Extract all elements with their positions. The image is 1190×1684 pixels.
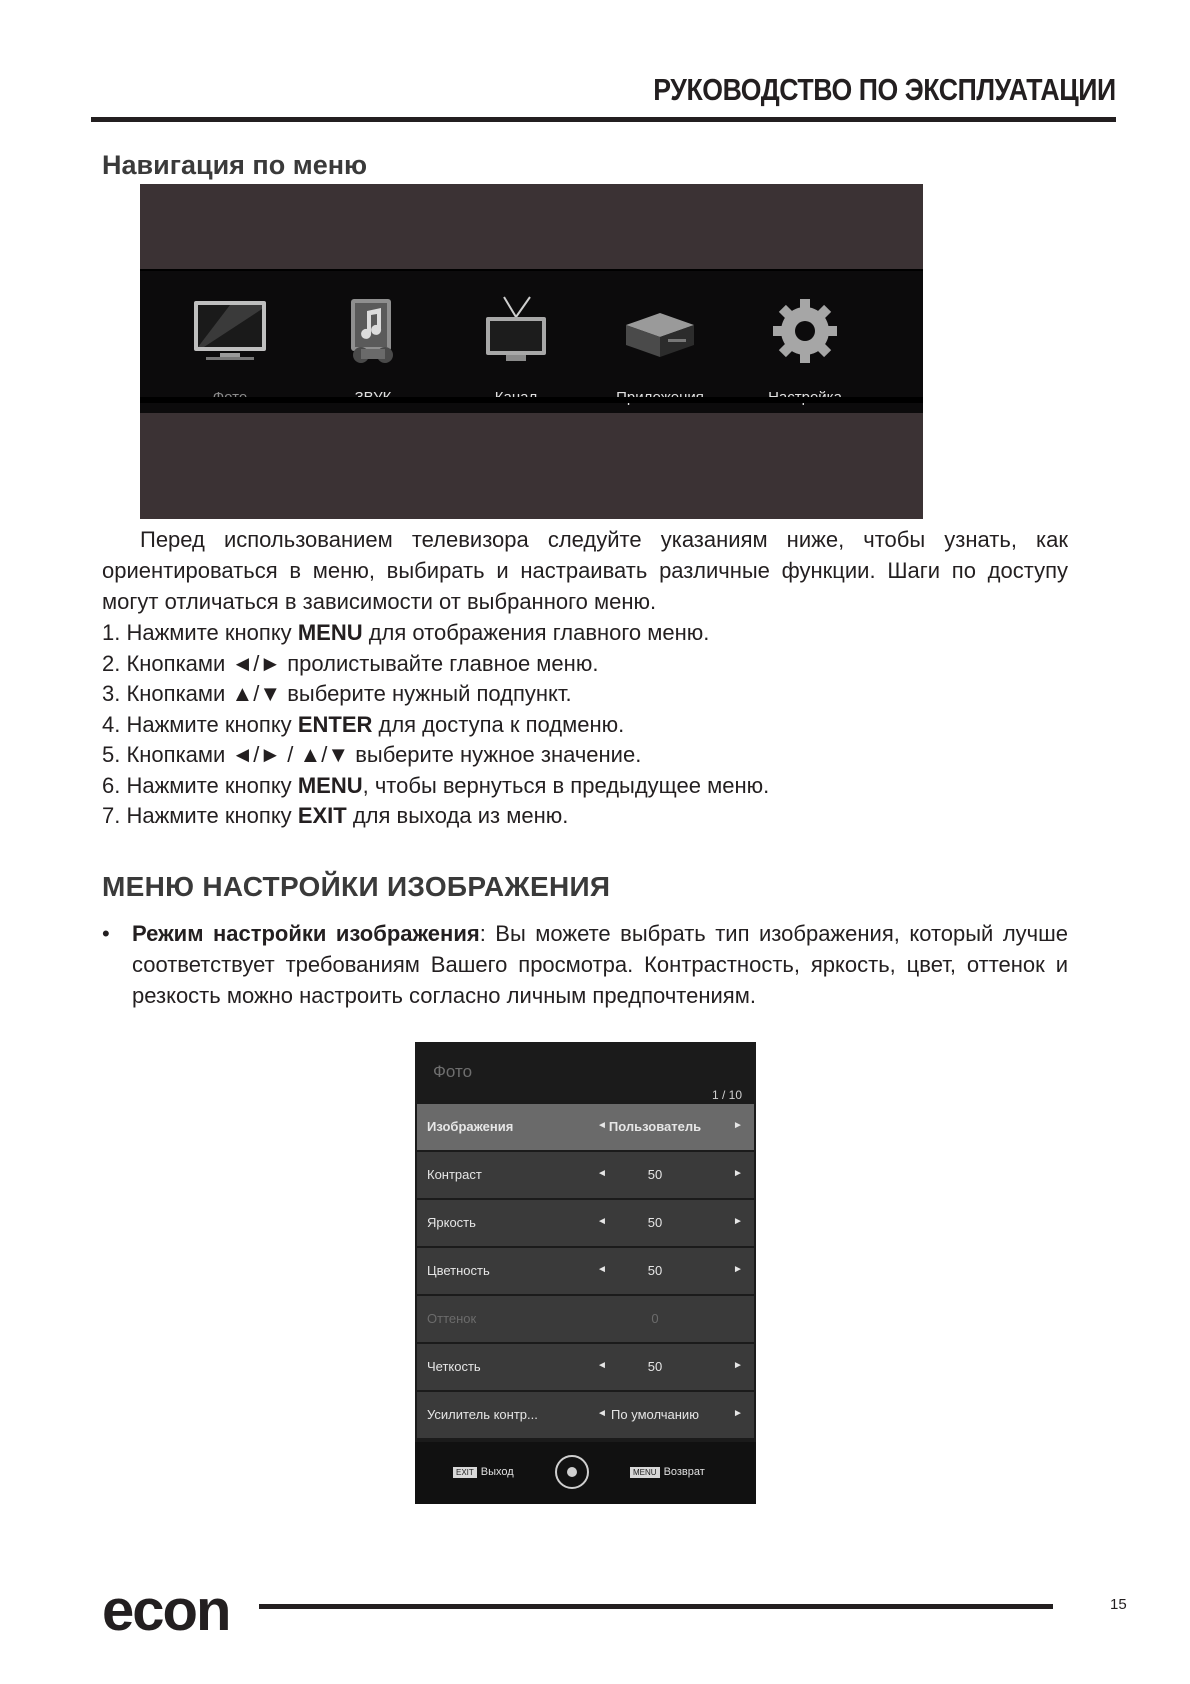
intro-rest: как ориентироваться в меню, выбирать и настраивать различные функции. Шаги по доступу могут отличаться в зависимости от выбранного меню. [102, 527, 1068, 614]
tv-monitor-icon [190, 291, 270, 371]
navigation-pad-icon [555, 1455, 589, 1489]
arrow-left-icon: ◄ [597, 1216, 607, 1227]
tv-menu-item-settings [735, 271, 875, 413]
exit-key-hint: EXIT Выход [453, 1466, 514, 1478]
tv-menu-item-channel [446, 271, 586, 413]
picture-menu-row-contrast-enhancer: Усилитель контр... ◄ По умолчанию ► [417, 1392, 754, 1440]
picture-menu-footer [415, 1442, 756, 1504]
arrow-right-icon: ► [733, 1120, 743, 1131]
picture-menu-row-contrast: Контраст ◄ 50 ► [417, 1152, 754, 1200]
picture-menu-page: 1 / 10 [711, 1088, 742, 1102]
tv-menu-bar [140, 269, 923, 413]
list-item: 1. Нажмите кнопку MENU для отображения главного меню. [102, 620, 710, 645]
list-item: 3. Кнопками ▲/▼ выберите нужный подпункт. [102, 681, 572, 706]
list-item: 5. Кнопками ◄/► / ▲/▼ выберите нужное значение. [102, 742, 642, 767]
econ-logo: econ [102, 1578, 230, 1643]
arrow-left-icon: ◄ [597, 1120, 607, 1131]
tv-main-menu-screenshot [140, 184, 923, 519]
tv-menu-bar-strip [140, 397, 923, 403]
arrow-left-icon: ◄ [597, 1408, 607, 1419]
arrow-left-icon: ◄ [597, 1168, 607, 1179]
bullet-icon: • [102, 921, 110, 946]
arrow-right-icon: ► [733, 1264, 743, 1275]
list-item: 2. Кнопками ◄/► пролистывайте главное меню. [102, 650, 599, 676]
tv-menu-item-apps [590, 271, 730, 413]
picture-menu-row-tint: Оттенок 0 [417, 1296, 754, 1344]
tv-antenna-icon [476, 291, 556, 371]
bullet-text: Режим настройки изображения: Вы можете выбрать тип изображения, который лучше соответствует требованиям Вашего просмотра. Контрастность, яркость, цвет, оттенок и резкость можно настроить согласно личным предпочтениям. [132, 921, 1069, 1008]
arrow-right-icon: ► [733, 1216, 743, 1227]
arrow-right-icon: ► [733, 1408, 743, 1419]
navigation-steps-list [102, 618, 769, 832]
gear-icon [765, 291, 845, 371]
document-title: РУКОВОДСТВО ПО ЭКСПЛУАТАЦИИ [653, 72, 1116, 107]
music-sound-icon [333, 291, 413, 371]
list-item: 4. Нажмите кнопку ENTER для доступа к подменю. [102, 711, 625, 737]
page-number: 15 [1110, 1596, 1127, 1613]
picture-menu-screenshot [415, 1042, 756, 1504]
picture-menu-row-brightness: Яркость ◄ 50 ► [417, 1200, 754, 1248]
tv-menu-item-sound [303, 271, 443, 413]
header-divider [91, 117, 1116, 122]
menu-key-hint: MENU Возврат [630, 1466, 705, 1478]
tv-menu-item-photo [160, 271, 300, 413]
picture-menu-row-color: Цветность ◄ 50 ► [417, 1248, 754, 1296]
arrow-left-icon: ◄ [597, 1264, 607, 1275]
media-box-icon [620, 291, 700, 371]
picture-menu-title: Фото [433, 1062, 473, 1081]
picture-menu-row-mode: Изображения ◄ Пользователь ► [417, 1104, 754, 1152]
intro-paragraph [102, 524, 1068, 617]
section-heading-picture-menu: МЕНЮ НАСТРОЙКИ ИЗОБРАЖЕНИЯ [102, 871, 611, 902]
list-item: 6. Нажмите кнопку MENU, чтобы вернуться в предыдущее меню. [102, 772, 770, 798]
section-heading-navigation: Навигация по меню [102, 150, 368, 180]
list-item: 7. Нажмите кнопку EXIT для выхода из меню. [102, 803, 569, 828]
intro-line-1: Перед использованием телевизора следуйте указаниям ниже, чтобы узнать, [140, 527, 1017, 552]
footer-divider [259, 1604, 1053, 1609]
arrow-right-icon: ► [733, 1168, 743, 1179]
picture-menu-row-sharpness: Четкость ◄ 50 ► [417, 1344, 754, 1392]
arrow-left-icon: ◄ [597, 1360, 607, 1371]
arrow-right-icon: ► [733, 1360, 743, 1371]
